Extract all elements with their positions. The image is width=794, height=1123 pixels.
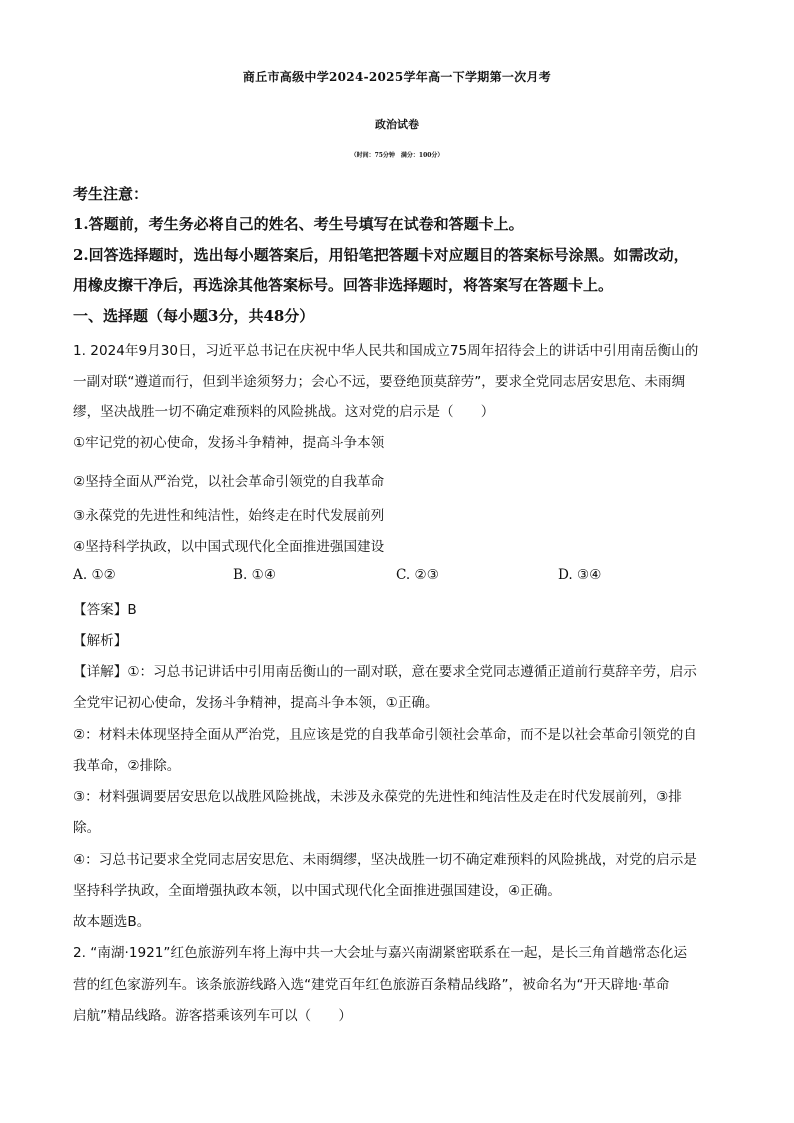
q2-stem-line-3: 启航”精品线路。游客搭乘该列车可以（ ）	[73, 1008, 352, 1024]
exam-subtitle: 政治试卷	[375, 118, 419, 131]
exam-time-info: （时间：75分钟 满分：100分）	[350, 152, 444, 159]
notice-heading: 考生注意：	[73, 185, 149, 203]
q1-detail-2-line-2: 我革命，②排除。	[73, 758, 181, 774]
section-heading-choice: 一、选择题（每小题3分，共48分）	[73, 307, 315, 325]
notice-item-1: 1.答题前，考生务必将自己的姓名、考生号填写在试卷和答题卡上。	[73, 215, 524, 233]
q1-detail-4-line-1: ④：习总书记要求全党同志居安思危、未雨绸缪，坚决战胜一切不确定难预料的风险挑战，对党的启示是	[73, 852, 697, 868]
q1-detail-1-line-1: 【详解】①：习总书记讲话中引用南岳衡山的一副对联，意在要求全党同志遵循正道前行莫辞辛劳，启示	[73, 664, 697, 680]
q1-analysis-heading: 【解析】	[73, 633, 128, 649]
q1-conclusion: 故本题选B。	[73, 914, 151, 930]
q1-statement-4: ④坚持科学执政，以中国式现代化全面推进强国建设	[73, 539, 385, 555]
q1-statement-1: ①牢记党的初心使命，发扬斗争精神，提高斗争本领	[73, 435, 385, 451]
q1-stem-line-3: 缪，坚决战胜一切不确定难预料的风险挑战。这对党的启示是（ ）	[73, 404, 495, 420]
q1-answer: 【答案】B	[73, 602, 137, 618]
q1-statement-2: ②坚持全面从严治党，以社会革命引领党的自我革命	[73, 474, 385, 490]
q1-detail-4-line-2: 坚持科学执政，全面增强执政本领，以中国式现代化全面推进强国建设，④正确。	[73, 883, 561, 899]
notice-item-2-line-1: 2.回答选择题时，选出每小题答案后，用铅笔把答题卡对应题目的答案标号涂黑。如需改动，	[73, 246, 689, 264]
q1-stem-line-1: 1. 2024年9月30日，习近平总书记在庆祝中华人民共和国成立75周年招待会上的讲话中引用南岳衡山的	[73, 343, 699, 359]
notice-item-2-line-2: 用橡皮擦干净后，再选涂其他答案标号。回答非选择题时，将答案写在答题卡上。	[73, 276, 614, 294]
q1-stem-line-2: 一副对联“遵道而行，但到半途须努力；会心不远，要登绝顶莫辞劳”，要求全党同志居安思危、未雨绸	[73, 374, 686, 390]
q1-detail-3-line-2: 除。	[73, 820, 101, 836]
q1-detail-1-line-2: 全党牢记初心使命，发扬斗争精神，提高斗争本领，①正确。	[73, 695, 439, 711]
q1-option-b: B. ①④	[233, 567, 277, 583]
q1-option-c: C. ②③	[396, 567, 439, 583]
q2-stem-line-1: 2. “南湖·1921”红色旅游列车将上海中共一大会址与嘉兴南湖紧密联系在一起，是长三角首趟常态化运	[73, 945, 688, 961]
q1-detail-3-line-1: ③：材料强调要居安思危以战胜风险挑战，未涉及永葆党的先进性和纯洁性及走在时代发展前列，③排	[73, 789, 682, 805]
q2-stem-line-2: 营的红色家游列车。该条旅游线路入选“建党百年红色旅游百条精品线路”，被命名为“开天辟地·革命	[73, 977, 670, 993]
q1-option-a: A. ①②	[73, 567, 116, 583]
q1-detail-2-line-1: ②：材料未体现坚持全面从严治党，且应该是党的自我革命引领社会革命，而不是以社会革命引领党的自	[73, 727, 697, 743]
exam-title: 商丘市高级中学2024-2025学年高一下学期第一次月考	[242, 70, 552, 84]
q1-option-d: D. ③④	[558, 567, 602, 583]
q1-statement-3: ③永葆党的先进性和纯洁性，始终走在时代发展前列	[73, 508, 385, 524]
